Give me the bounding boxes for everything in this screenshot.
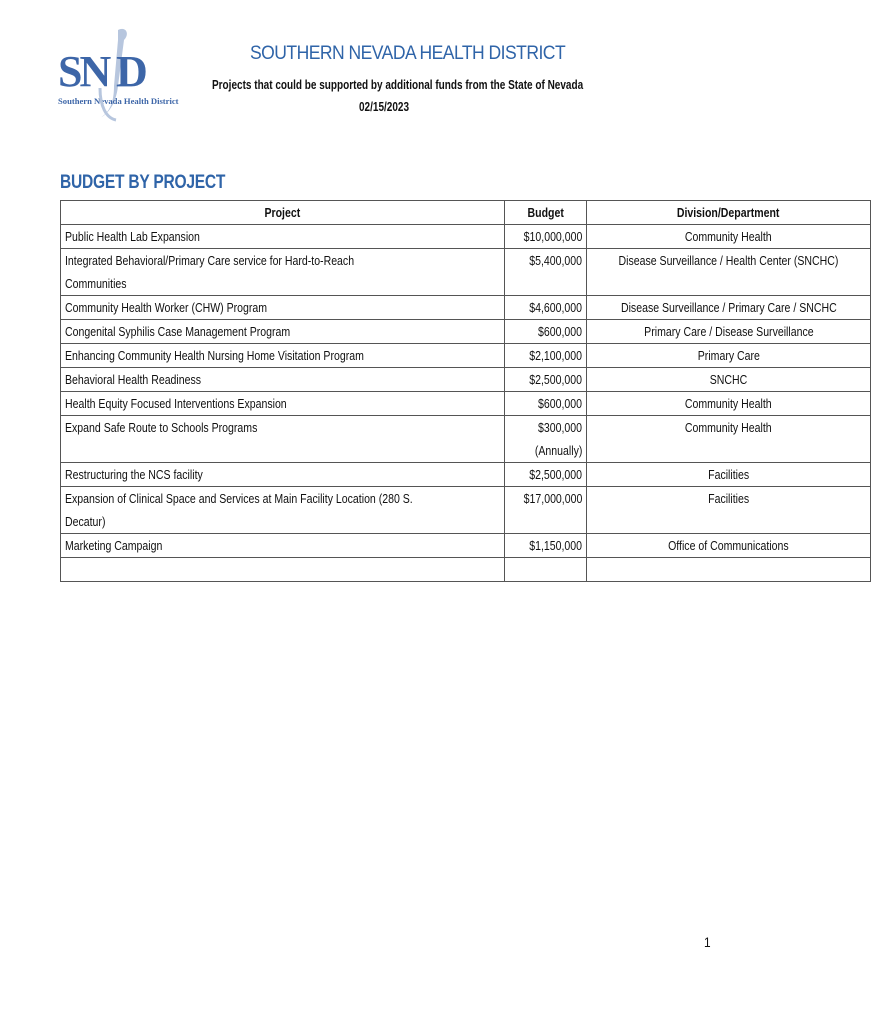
table-header-row bbox=[61, 201, 871, 225]
division-cell: SNCHC bbox=[587, 368, 871, 392]
budget-cell: $1,150,000 bbox=[504, 534, 586, 558]
budget-cell: $600,000 bbox=[504, 320, 586, 344]
budget-cell: $2,500,000 bbox=[504, 368, 586, 392]
table-row bbox=[61, 249, 871, 296]
budget-cell: $2,100,000 bbox=[504, 344, 586, 368]
division-cell: Facilities bbox=[587, 463, 871, 487]
project-cell: Marketing Campaign bbox=[61, 534, 505, 558]
project-cell: Health Equity Focused Interventions Expansion bbox=[61, 392, 505, 416]
project-cell: Behavioral Health Readiness bbox=[61, 368, 505, 392]
division-cell: Disease Surveillance / Primary Care / SNCHC bbox=[587, 296, 871, 320]
budget-cell: $10,000,000 bbox=[504, 225, 586, 249]
section-title: BUDGET BY PROJECT bbox=[60, 172, 226, 193]
budget-cell: $300,000 (Annually) bbox=[504, 416, 586, 463]
table-row bbox=[61, 225, 871, 249]
budget-cell: $2,500,000 bbox=[504, 463, 586, 487]
page-subtitle: Projects that could be supported by additional funds from the State of Nevada bbox=[212, 78, 584, 92]
svg-text:D: D bbox=[116, 47, 148, 96]
project-cell: Expansion of Clinical Space and Services at Main Facility Location (280 S. Decatur) bbox=[61, 487, 505, 534]
budget-cell: $4,600,000 bbox=[504, 296, 586, 320]
table-row bbox=[61, 487, 871, 534]
project-cell: Integrated Behavioral/Primary Care service for Hard-to-Reach Communities bbox=[61, 249, 505, 296]
header-project: Project bbox=[61, 201, 505, 225]
project-cell: Public Health Lab Expansion bbox=[61, 225, 505, 249]
division-cell: Primary Care bbox=[587, 344, 871, 368]
division-cell: Community Health bbox=[587, 225, 871, 249]
project-cell: Congenital Syphilis Case Management Program bbox=[61, 320, 505, 344]
table-row bbox=[61, 416, 871, 463]
document-date: 02/15/2023 bbox=[359, 100, 410, 114]
svg-text:SN: SN bbox=[58, 47, 109, 96]
page-title: SOUTHERN NEVADA HEALTH DISTRICT bbox=[250, 42, 566, 64]
project-cell: Expand Safe Route to Schools Programs bbox=[61, 416, 505, 463]
budget-cell: $5,400,000 bbox=[504, 249, 586, 296]
table-row bbox=[61, 534, 871, 558]
division-cell: Community Health bbox=[587, 416, 871, 463]
division-cell bbox=[587, 558, 871, 582]
header-division: Division/Department bbox=[587, 201, 871, 225]
svg-text:Southern Nevada Health Distric: Southern Nevada Health District bbox=[58, 96, 179, 106]
page-number: 1 bbox=[704, 934, 711, 950]
project-cell: Restructuring the NCS facility bbox=[61, 463, 505, 487]
table-row-empty bbox=[61, 558, 871, 582]
table-row bbox=[61, 368, 871, 392]
division-cell: Office of Communications bbox=[587, 534, 871, 558]
budget-cell: $600,000 bbox=[504, 392, 586, 416]
project-cell: Community Health Worker (CHW) Program bbox=[61, 296, 505, 320]
budget-cell bbox=[504, 558, 586, 582]
table-row bbox=[61, 392, 871, 416]
header-budget: Budget bbox=[504, 201, 586, 225]
division-cell: Community Health bbox=[587, 392, 871, 416]
table-row bbox=[61, 296, 871, 320]
division-cell: Disease Surveillance / Health Center (SNCHC) bbox=[587, 249, 871, 296]
project-cell: Enhancing Community Health Nursing Home Visitation Program bbox=[61, 344, 505, 368]
table-row bbox=[61, 344, 871, 368]
project-cell bbox=[61, 558, 505, 582]
snhd-logo bbox=[56, 26, 179, 122]
table-row bbox=[61, 463, 871, 487]
budget-table bbox=[60, 200, 871, 582]
budget-cell: $17,000,000 bbox=[504, 487, 586, 534]
division-cell: Facilities bbox=[587, 487, 871, 534]
table-row bbox=[61, 320, 871, 344]
division-cell: Primary Care / Disease Surveillance bbox=[587, 320, 871, 344]
